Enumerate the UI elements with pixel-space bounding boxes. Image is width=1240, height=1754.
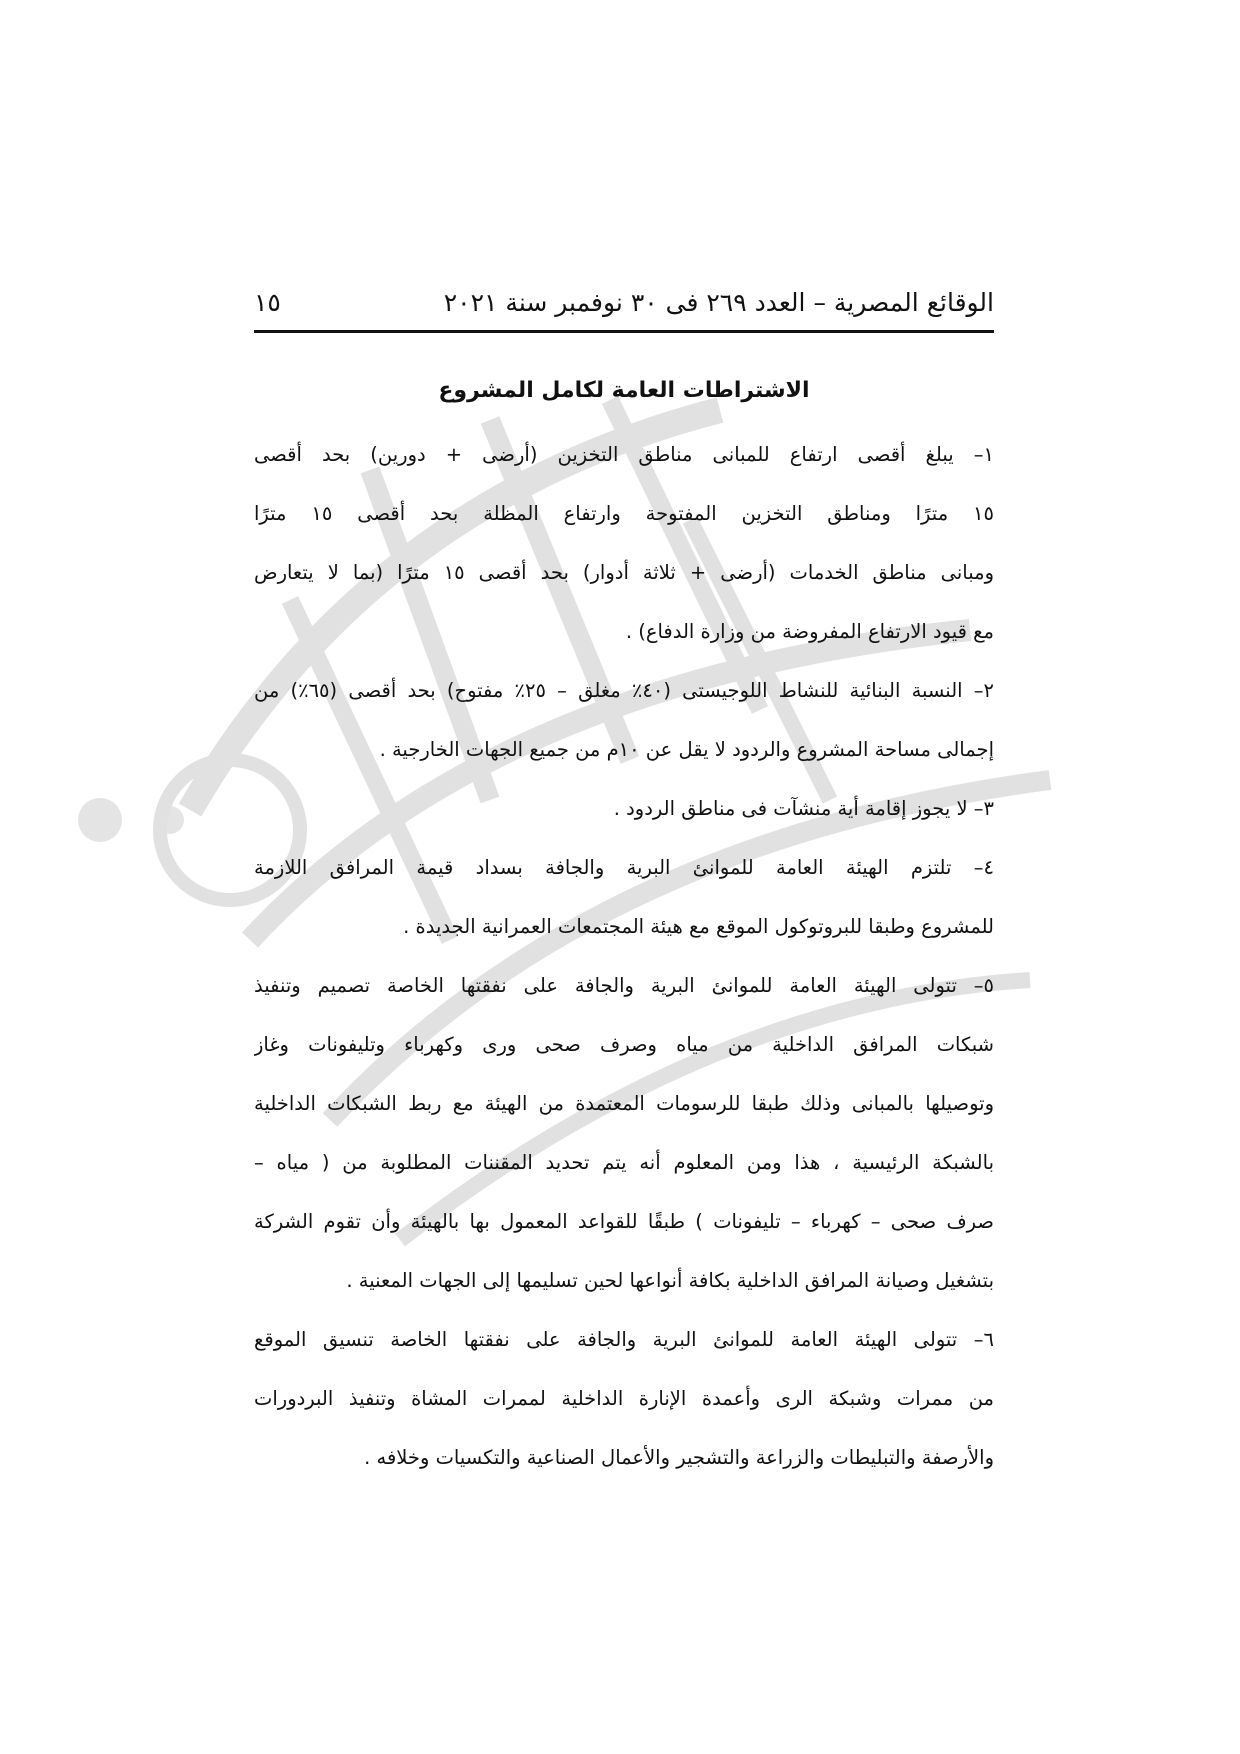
text-line: والأرصفة والتبليطات والزراعة والتشجير والأعمال الصناعية والتكسيات وخلافه . bbox=[364, 1446, 994, 1469]
text-line: للمشروع وطبقا للبروتوكول الموقع مع هيئة المجتمعات العمرانية الجديدة . bbox=[403, 915, 994, 938]
text-line: ٥– تتولى الهيئة العامة للموانئ البرية والجافة على نفقتها الخاصة تصميم وتنفيذ bbox=[254, 974, 994, 997]
text-line: ٦– تتولى الهيئة العامة للموانئ البرية والجافة على نفقتها الخاصة تنسيق الموقع bbox=[254, 1328, 994, 1351]
body-text bbox=[254, 425, 994, 1487]
text-line: وتوصيلها بالمبانى وذلك طبقا للرسومات المعتمدة من الهيئة مع ربط الشبكات الداخلية bbox=[254, 1092, 994, 1115]
text-line: بتشغيل وصيانة المرافق الداخلية بكافة أنواعها لحين تسليمها إلى الجهات المعنية . bbox=[346, 1269, 994, 1292]
text-line: ٢– النسبة البنائية للنشاط اللوجيستى (٤٠٪ مغلق – ٢٥٪ مفتوح) بحد أقصى (٦٥٪) من bbox=[254, 679, 994, 702]
text-line: بالشبكة الرئيسية ، هذا ومن المعلوم أنه يتم تحديد المقننات المطلوبة من ( مياه – bbox=[254, 1151, 994, 1174]
text-line: ١– يبلغ أقصى ارتفاع للمبانى مناطق التخزين (أرضى + دورين) بحد أقصى bbox=[254, 443, 994, 466]
text-line: صرف صحى – كهرباء – تليفونات ) طبقًا للقواعد المعمول بها بالهيئة وأن تقوم الشركة bbox=[254, 1210, 994, 1233]
text-line: مع قيود الارتفاع المفروضة من وزارة الدفاع) . bbox=[625, 620, 994, 643]
text-line: ٣– لا يجوز إقامة أية منشآت فى مناطق الردود . bbox=[613, 797, 994, 820]
text-line: إجمالى مساحة المشروع والردود لا يقل عن ١٠م من جميع الجهات الخارجية . bbox=[379, 738, 994, 761]
text-line: شبكات المرافق الداخلية من مياه وصرف صحى ورى وكهرباء وتليفونات وغاز bbox=[254, 1033, 994, 1056]
section-heading: الاشتراطات العامة لكامل المشروع bbox=[438, 378, 810, 403]
page-number: ١٥ bbox=[254, 288, 281, 317]
gazette-title: الوقائع المصرية – العدد ٢٦٩ فى ٣٠ نوفمبر سنة ٢٠٢١ bbox=[443, 288, 994, 317]
text-line: ومبانى مناطق الخدمات (أرضى + ثلاثة أدوار) بحد أقصى ١٥ مترًا (بما لا يتعارض bbox=[254, 561, 994, 584]
text-line: ٤– تلتزم الهيئة العامة للموانئ البرية والجافة بسداد قيمة المرافق اللازمة bbox=[254, 856, 994, 879]
text-line: من ممرات وشبكة الرى وأعمدة الإنارة الداخلية لممرات المشاة وتنفيذ البردورات bbox=[254, 1387, 994, 1410]
page-header bbox=[254, 286, 994, 333]
text-line: ١٥ مترًا ومناطق التخزين المفتوحة وارتفاع المظلة بحد أقصى ١٥ مترًا bbox=[254, 502, 994, 525]
